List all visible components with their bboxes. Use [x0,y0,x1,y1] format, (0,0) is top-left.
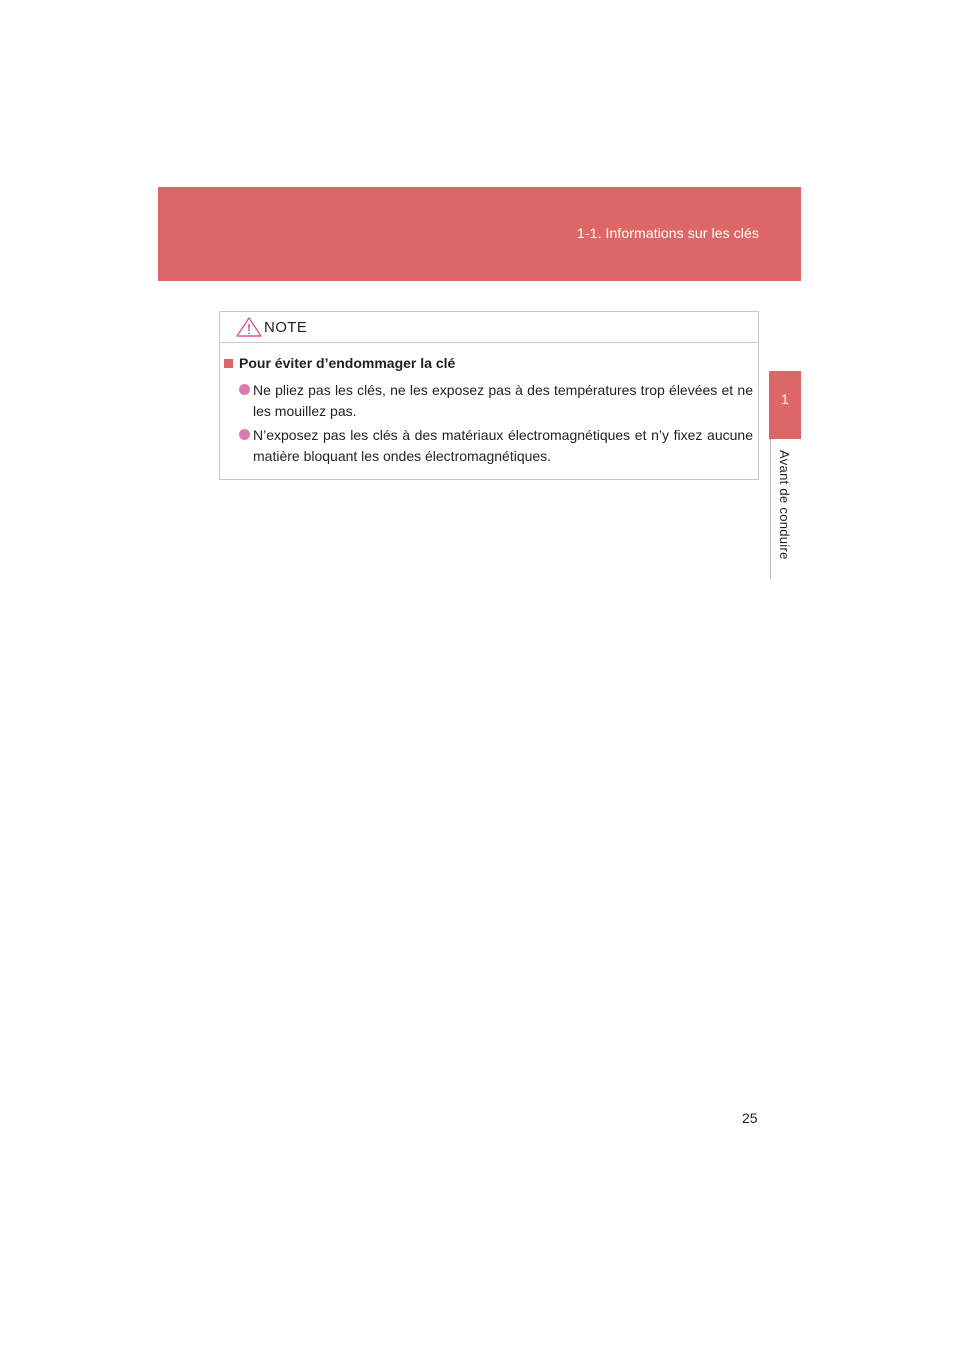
list-item [239,425,753,467]
header-band [158,187,801,281]
note-box [219,311,759,480]
chapter-number: 1 [781,391,789,407]
warning-triangle-icon [234,316,264,338]
square-bullet-icon [224,359,233,368]
list-item [239,380,753,422]
list-item-text: N’exposez pas les clés à des matériaux électromagnétiques et n’y fixez aucune matière bloquant les ondes électromagnétiques. [253,427,753,464]
note-subheading-text: Pour éviter d’endommager la clé [239,355,456,371]
list-item-text: Ne pliez pas les clés, ne les exposez pas à des températures trop élevées et ne les mouillez pas. [253,382,753,419]
chapter-tab [769,371,801,439]
note-header [220,312,758,343]
dot-bullet-icon [239,429,250,440]
note-title: NOTE [264,319,308,336]
chapter-divider [770,439,771,579]
page-number: 25 [742,1110,758,1126]
note-subheading [224,355,744,371]
dot-bullet-icon [239,384,250,395]
section-title: 1-1. Informations sur les clés [577,225,759,241]
chapter-label: Avant de conduire [777,450,792,560]
